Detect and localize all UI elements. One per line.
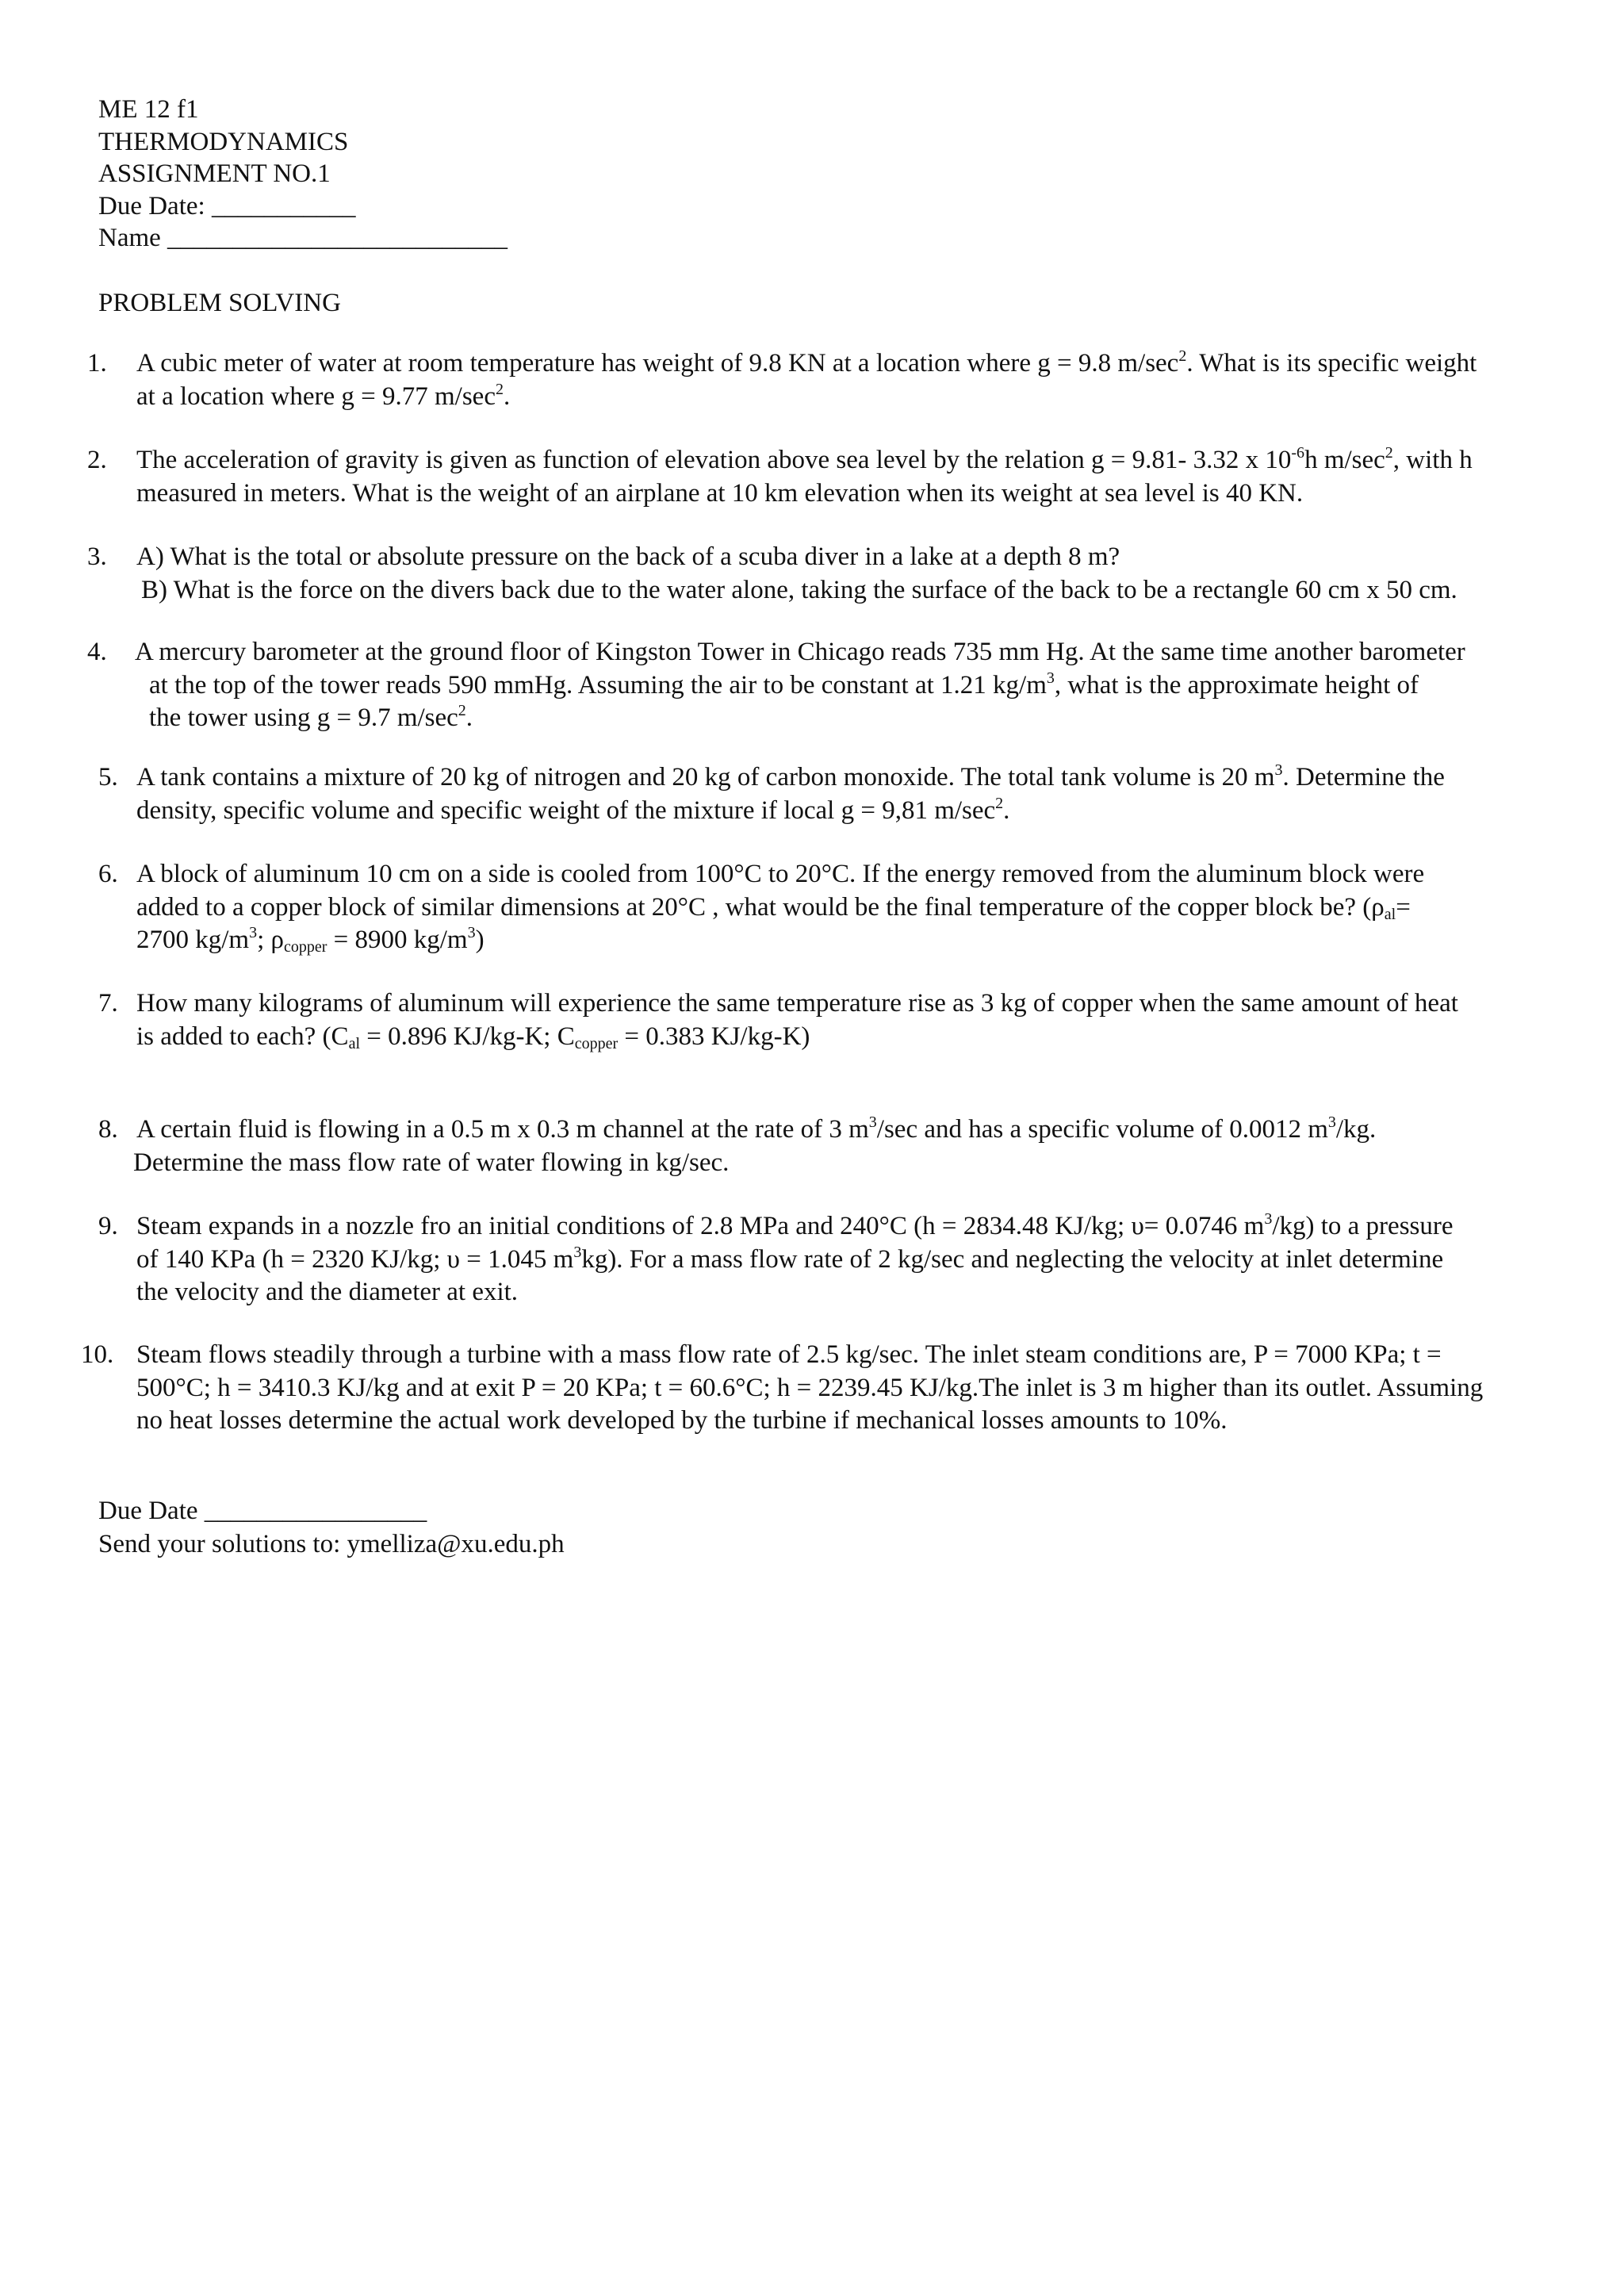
text-run: h m/sec [1304,446,1385,474]
superscript: 3 [467,924,476,941]
due-date-label: Due Date: [98,191,205,220]
problem-text [136,858,1536,957]
superscript: 3 [868,1114,877,1131]
problem-line [136,1244,1536,1277]
text-run: kg). For a mass flow rate of 2 kg/sec and neglecting the velocity at inlet determine [581,1244,1444,1274]
subscript: copper [574,1034,619,1052]
problem-text [133,1114,1536,1179]
text-run: = 0.383 KJ/kg-K) [618,1022,810,1051]
text-run: = 8900 kg/m [327,926,468,954]
assignment-title: ASSIGNMENT NO.1 [98,159,331,188]
problem-line: Steam flows steadily through a turbine with a mass flow rate of 2.5 kg/sec. The inlet steam conditions are, P = 7000 KPa; t = [136,1340,1442,1369]
text-run: . Determine the [1282,763,1445,792]
problem-line: measured in meters. What is the weight of an airplane at 10 km elevation when its weight at sea level is 40 KN. [136,478,1304,508]
text-run: = [1396,892,1411,922]
subscript: al [1384,905,1396,923]
text-run: . [1003,795,1010,825]
text-run: . What is its specific weight [1186,349,1477,378]
problem-line: Determine the mass flow rate of water flowing in kg/sec. [133,1148,730,1177]
problem-line [135,702,1538,735]
text-run: /kg. [1335,1115,1377,1144]
subscript: al [348,1034,360,1052]
text-run: A tank contains a mixture of 20 kg of nitrogen and 20 kg of carbon monoxide. The total tank volume is 20 m [136,763,1275,792]
text-run: at the top of the tower reads 590 mmHg. Assuming the air to be constant at 1.21 kg/m [149,670,1047,700]
problem-line [136,1210,1536,1244]
problem-line [136,795,1536,828]
superscript: 2 [495,380,504,398]
problem-number: 3. [87,542,107,571]
problem-line [136,444,1538,477]
problem-number: 8. [98,1115,118,1144]
superscript: 3 [1046,669,1055,687]
problem-number: 5. [98,763,118,792]
footer-due-blank: _________________ [204,1497,427,1525]
text-run: , what is the approximate height of [1054,670,1419,700]
superscript: 3 [249,924,258,941]
subscript: copper [283,938,327,956]
problem-line [135,669,1538,703]
problem-text [136,541,1538,607]
problem-number: 1. [87,349,107,378]
superscript: 2 [995,794,1004,812]
superscript: 2 [1178,347,1187,365]
problem-number: 4. [87,638,107,666]
superscript: 3 [1327,1114,1336,1131]
due-date-blank: ___________ [211,191,356,220]
problem-text [136,444,1538,510]
problem-line [136,924,1536,957]
text-run: the tower using g = 9.7 m/sec [149,703,458,732]
problem-line: How many kilograms of aluminum will experience the same temperature rise as 3 kg of copper when the same amount of heat [136,989,1458,1018]
problem-text [136,761,1536,827]
text-run: The acceleration of gravity is given as function of elevation above sea level by the relation g = 9.81- 3.32 x 10 [136,446,1292,474]
superscript: -6 [1291,444,1305,462]
problem-line: 500°C; h = 3410.3 KJ/kg and at exit P = 20 KPa; t = 60.6°C; h = 2239.45 KJ/kg.The inlet is 3 m higher than its outlet. Assuming [136,1373,1484,1402]
problem-text [136,1210,1536,1309]
problem-line: the velocity and the diameter at exit. [136,1278,519,1306]
send-instructions: Send your solutions to: ymelliza@xu.edu.ph [98,1530,565,1558]
problem-number: 6. [98,860,118,888]
text-run: added to a copper block of similar dimensions at 20°C , what would be the final temperature of the copper block be? (ρ [136,892,1385,922]
text-run: /kg) to a pressure [1272,1212,1454,1240]
text-run: . [465,703,473,732]
problem-line: no heat losses determine the actual work developed by the turbine if mechanical losses amounts to 10%. [136,1406,1228,1435]
problem-text [135,636,1538,735]
problem-line [136,381,1538,414]
problem-number: 2. [87,446,107,474]
text-run: A cubic meter of water at room temperature has weight of 9.8 KN at a location where g = 9.8 m/sec [136,349,1179,378]
problem-line [136,347,1538,381]
problem-line [136,891,1536,925]
section-title: PROBLEM SOLVING [98,289,341,317]
subject-title: THERMODYNAMICS [98,127,349,156]
name-label: Name [98,224,161,252]
problem-line: A mercury barometer at the ground floor of Kingston Tower in Chicago reads 735 mm Hg. At the same time another barometer [135,638,1465,666]
problem-text [136,347,1538,413]
problem-line: A block of aluminum 10 cm on a side is cooled from 100°C to 20°C. If the energy removed from the aluminum block were [136,860,1425,888]
problem-line: A) What is the total or absolute pressure on the back of a scuba diver in a lake at a depth 8 m? [136,542,1120,571]
problem-line [136,1021,1536,1054]
footer-due-label: Due Date [98,1497,198,1525]
text-run: is added to each? (C [136,1022,349,1051]
document-footer [98,1494,565,1561]
document-header [98,94,508,255]
superscript: 3 [573,1243,582,1261]
due-date-field [98,190,508,223]
name-field [98,222,508,255]
superscript: 3 [1274,761,1283,779]
problem-number: 9. [98,1212,118,1240]
name-blank: __________________________ [167,224,508,252]
problem-number: 7. [98,989,118,1018]
text-run: /sec and has a specific volume of 0.0012 m [876,1115,1328,1144]
text-run: ; ρ [257,926,284,954]
problem-text [136,1339,1536,1438]
text-run: A certain fluid is flowing in a 0.5 m x 0.3 m channel at the rate of 3 m [136,1115,869,1144]
text-run: of 140 KPa (h = 2320 KJ/kg; υ = 1.045 m [136,1244,574,1274]
text-run: . [503,381,511,411]
course-code: ME 12 f1 [98,95,199,124]
footer-due-date [98,1494,565,1527]
problem-line [136,1114,1536,1147]
text-run: at a location where g = 9.77 m/sec [136,381,496,411]
superscript: 2 [458,702,466,719]
text-run: ) [475,926,485,954]
problem-line [136,761,1536,795]
problem-text [136,987,1536,1053]
problem-line: B) What is the force on the divers back due to the water alone, taking the surface of the back to be a rectangle 60 cm x 50 cm. [141,575,1457,604]
superscript: 3 [1264,1210,1273,1228]
text-run: Steam expands in a nozzle fro an initial conditions of 2.8 MPa and 240°C (h = 2834.48 KJ/kg; υ= 0.0746 m [136,1212,1265,1240]
text-run: = 0.896 KJ/kg-K; C [360,1022,575,1051]
text-run: density, specific volume and specific weight of the mixture if local g = 9,81 m/sec [136,795,996,825]
text-run: 2700 kg/m [136,926,250,954]
problem-number: 10. [81,1340,114,1369]
text-run: , with h [1392,446,1473,474]
superscript: 2 [1385,444,1393,462]
